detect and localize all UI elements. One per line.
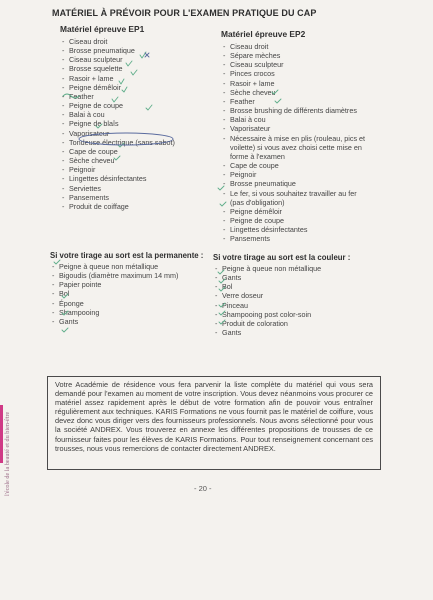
- couleur-heading: Si votre tirage au sort est la couleur :: [213, 253, 351, 262]
- permanente-heading: Si votre tirage au sort est la permanente :: [50, 251, 204, 260]
- list-item: - Éponge: [50, 299, 203, 308]
- list-item: - Ciseau sculpteur: [60, 55, 175, 64]
- page-title: MATÉRIEL À PRÉVOIR POUR L'EXAMEN PRATIQUE DU CAP: [52, 8, 317, 18]
- list-item: - Bol: [213, 282, 350, 291]
- list-item: - Verre doseur: [213, 291, 350, 300]
- list-item: - Cape de coupe: [221, 161, 365, 170]
- ep1-list: [60, 37, 175, 211]
- list-item: - Brosse pneumatique: [221, 179, 365, 188]
- list-item: - Pansements: [221, 234, 365, 243]
- list-item: - Peignoir: [60, 165, 175, 174]
- accent-bar: [0, 405, 3, 463]
- list-item: - Cape de coupe: [60, 147, 175, 156]
- list-item: - Feather: [221, 97, 365, 106]
- list-item: - Sèche cheveu: [60, 156, 175, 165]
- list-item: - Pinceau: [213, 301, 350, 310]
- list-item: - Vaporisateur: [221, 124, 365, 133]
- list-item: - Gants: [50, 317, 203, 326]
- list-item: - Peigne de coupe: [60, 101, 175, 110]
- list-item: - Peigne démêloir: [221, 207, 365, 216]
- list-item: - Gants: [213, 328, 350, 337]
- list-item: - Sépare mèches: [221, 51, 365, 60]
- list-item: - Papier pointe: [50, 280, 203, 289]
- list-item: - Pansements: [60, 193, 175, 202]
- list-item-continuation: voilette) si vous avez choisi cette mise en: [230, 142, 362, 152]
- list-item: - Gants: [213, 273, 350, 282]
- list-item: - Shampooing: [50, 308, 203, 317]
- ep1-heading: Matériel épreuve EP1: [60, 24, 145, 34]
- list-item: - Rasoir + lame: [60, 74, 175, 83]
- list-item: - Bol: [50, 289, 203, 298]
- list-item: - Peigne à queue non métallique: [50, 262, 203, 271]
- list-item: - Tondeuse électrique (sans sabot): [60, 138, 175, 147]
- ep2-section: [221, 29, 365, 243]
- list-item: - Serviettes: [60, 184, 175, 193]
- list-item: - Balai à cou: [60, 110, 175, 119]
- list-item: - Rasoir + lame: [221, 79, 365, 88]
- list-item: - Peignoir: [221, 170, 365, 179]
- permanente-list: [50, 262, 203, 326]
- list-item: - Balai à cou: [221, 115, 365, 124]
- list-item: - Ciseau sculpteur: [221, 60, 365, 69]
- list-item: - Shampooing post color-soin: [213, 310, 350, 319]
- list-item: - Produit de coiffage: [60, 202, 175, 211]
- couleur-section: [213, 253, 350, 337]
- list-item: - Produit de coloration: [213, 319, 350, 328]
- list-item: - Pinces crocos: [221, 69, 365, 78]
- list-item: - Brosse brushing de différents diamètres: [221, 106, 365, 115]
- ep1-section: [60, 24, 175, 211]
- list-item: - Bigoudis (diamètre maximum 14 mm): [50, 271, 203, 280]
- list-item-continuation: forme à l'examen: [230, 151, 285, 161]
- list-item: - Feather: [60, 92, 175, 101]
- list-item: - Nécessaire à mise en plis (rouleau, pics et: [221, 134, 365, 143]
- couleur-list: [213, 264, 350, 337]
- list-item: - Brosse squelette: [60, 64, 175, 73]
- list-item: - Brosse pneumatique: [60, 46, 175, 55]
- ep2-heading: Matériel épreuve EP2: [221, 29, 306, 39]
- info-box: Votre Académie de résidence vous fera parvenir la liste complète du matériel qui vous sera demandé pour l'examen au moment de votre inscription. Vous devez néanmoins vous procurer ce matériel assez rapidement après le début de votre formation afin de pouvoir vous entraîner régulièrement aux techniques. KARIS Formations ne vous fournit pas le matériel de coiffure, vous devez donc vous diriger vers des fournisseurs professionnels. Nous avons sélectionné pour vous la société ANDREX. Vous trouverez en annexe les différentes propositions de trousses de ce fournisseur faites pour les élèves de KARIS Formations. Pour tout renseignement concernant ces trousses, nous vous remercions de contacter directement ANDREX.: [47, 376, 381, 470]
- list-item: - Vaporisateur: [60, 129, 175, 138]
- list-item: - Lingettes désinfectantes: [60, 174, 175, 183]
- list-item: - Le fer, si vous souhaitez travailler au fer: [221, 189, 365, 198]
- list-item: - Peigne démêloir: [60, 83, 175, 92]
- list-item: - Peigne de coupe: [221, 216, 365, 225]
- ep2-list: [221, 42, 365, 243]
- list-item: - Lingettes désinfectantes: [221, 225, 365, 234]
- list-item: - Peigne à queue non métallique: [213, 264, 350, 273]
- list-item: - Ciseau droit: [60, 37, 175, 46]
- page-number: - 20 -: [194, 484, 212, 493]
- permanente-section: [50, 251, 203, 326]
- list-item: - Ciseau droit: [221, 42, 365, 51]
- list-item-continuation: (pas d'obligation): [230, 197, 285, 207]
- side-caption: l'école de la beauté et du bien-être: [4, 411, 11, 496]
- list-item: - Peigne de blaîs: [60, 119, 175, 128]
- checkmark-icon: [62, 328, 68, 332]
- list-item: - Sèche cheveu: [221, 88, 365, 97]
